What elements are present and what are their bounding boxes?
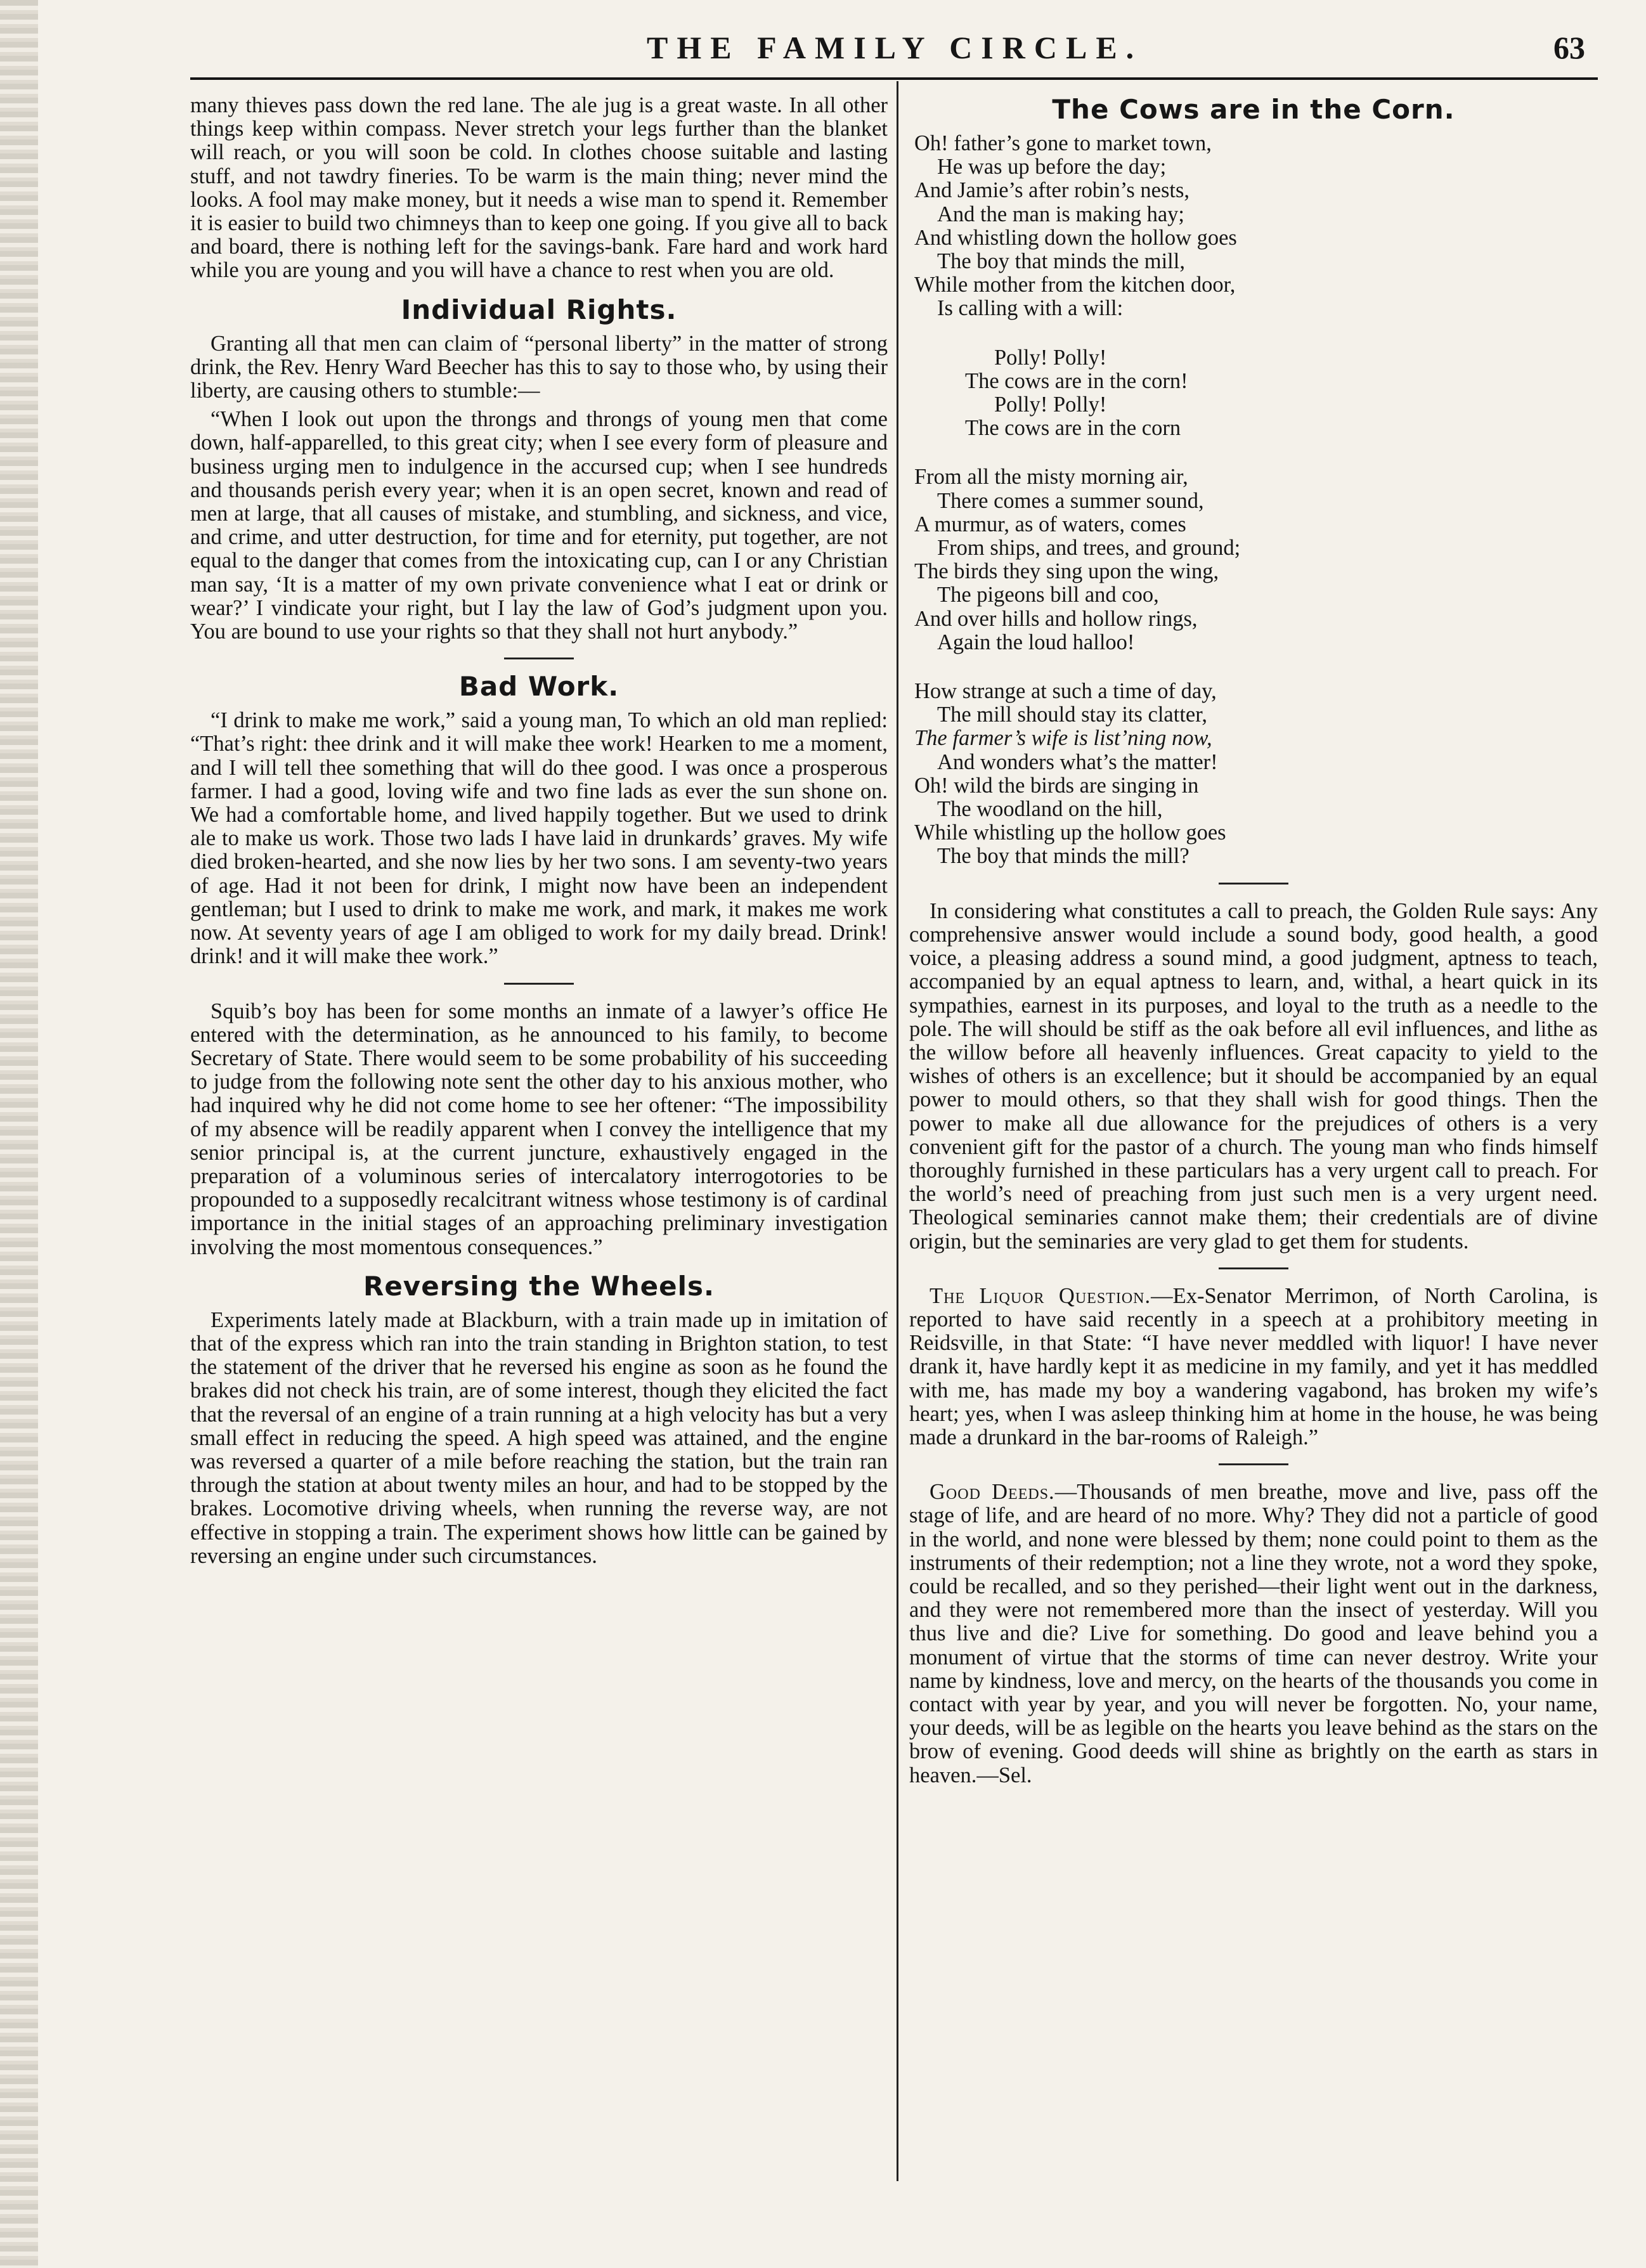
- column-divider: [897, 81, 898, 2181]
- poem-line: While mother from the kitchen door,: [914, 273, 1236, 297]
- page-number: 63: [1553, 30, 1585, 65]
- poem-line: From ships, and trees, and ground;: [937, 536, 1241, 561]
- poem-line: The cows are in the corn: [965, 416, 1181, 441]
- squib-p1: Squib’s boy has been for some months an inmate of a lawyer’s office He entered with the determination, as he announced to his family, to become Secretary of State. There would seem to be some probability of his succeeding to judge from the following note sent the other day to his anxious mother, who had inquired why he did not come home to see her oftener: “The impossibility of my absence will be readily apparent when I convey the intelligence that my senior principal is, at the current juncture, exhaustively engaged in the preparation of a voluminous series of intercalatory interrogotories to be propounded to a supposedly recalcitrant witness whose testimony is of cardinal importance in the initial stages of an approaching preliminary investigation involving the most momentous consequences.”: [190, 999, 888, 1259]
- individual-rights-p1: Granting all that men can claim of “personal liberty” in the matter of strong drink, the Rev. Henry Ward Beecher has this to say to those who, by using their liberty, are causing others to stumble:—: [190, 331, 888, 403]
- heading-bad-work: Bad Work.: [458, 671, 619, 703]
- poem-line: He was up before the day;: [937, 155, 1167, 179]
- heading-individual-rights: Individual Rights.: [401, 294, 677, 325]
- section-separator: [1219, 883, 1288, 885]
- liquor-question-lead: The Liquor Question.: [930, 1283, 1151, 1308]
- good-deeds-paragraph: [909, 1481, 1598, 1787]
- poem-line: Is calling with a will:: [937, 296, 1124, 321]
- heading-reversing-wheels: Reversing the Wheels.: [363, 1270, 715, 1302]
- poem-chorus: [914, 346, 1598, 441]
- heading-cows-in-corn: The Cows are in the Corn.: [1052, 94, 1455, 125]
- poem-line: Polly! Polly!: [994, 392, 1107, 417]
- poem-stanza-2: [914, 465, 1598, 654]
- right-column: [909, 94, 1598, 2205]
- reversing-p1: Experiments lately made at Blackburn, with a train made up in imitation of that of the express which ran into the train standing in Brighton station, to test the statement of the driver that he reversed his engine as soon as he found the brakes did not check his train, are of some interest, though they elicited the fact that the reversal of an engine of a train running at a high velocity has but a very small effect in reducing the speed. A high speed was attained, and the engine was reversed a quarter of a mile before reaching the station, but the train ran through the station at about twenty miles an hour, and had to be stopped by the brakes. Locomotive driving wheels, when running the reverse way, are not effective in stopping a train. The experiment shows how little can be gained by reversing an engine under such circumstances.: [190, 1307, 888, 1568]
- poem-stanza-1: [914, 132, 1598, 321]
- header-rule: [190, 77, 1598, 80]
- poem-line: The boy that minds the mill?: [937, 844, 1189, 869]
- call-to-preach-p1: In considering what constitutes a call to preach, the Golden Rule says: Any comprehensive answer would include a sound body, good health, a good voice, a pleasing address a sound mind, a good judgment, aptness to teach, accompanied by an equal aptness to learn, and, withal, a heart quick in its sympathies, earnest in its purposes, and loyal to the truth as a needle to the pole. The will should be stiff as the oak before all evil influences, and lithe as the willow before all heavenly influences. Great capacity to yield to the wishes of others is an excellence; but it should be accompanied by an equal power to mould others, so that they shall wish for good things. Then the power to make all due allowance for the prejudices of others is a very convenient gift for the pastor of a church. The young man who finds himself thoroughly furnished in these particulars has a very urgent call to preach. For the world’s need of preaching from just such men is a very urgent need. Theological seminaries cannot make them; their credentials are of divine origin, but the seminaries are very glad to get them for students.: [909, 898, 1598, 1254]
- poem-line: Oh! wild the birds are singing in: [914, 773, 1199, 798]
- poem-line: The pigeons bill and coo,: [937, 583, 1159, 607]
- left-column: [190, 94, 888, 2205]
- individual-rights-p2: “When I look out upon the throngs and throngs of young men that come down, half-apparelled, to this great city; when I see every form of pleasure and business urging men to indulgence in the accursed cup; when I see hundreds and thousands perish every year; when it is an open secret, known and read of men at large, that all causes of mistake, and stumbling, and sickness, and vice, and crime, and utter destruction, for time and for eternity, put together, are not equal to the danger that comes from the intoxicating cup, can I or any Christian man say, ‘It is a matter of my own private convenience what I eat or drink or wear?’ I vindicate your right, but I lay the law of God’s judgment upon you. You are bound to use your rights so that they shall not hurt anybody.”: [190, 407, 888, 644]
- poem-line: While whistling up the hollow goes: [914, 820, 1226, 845]
- poem-stanza-3: [914, 680, 1598, 869]
- section-separator: [504, 658, 574, 659]
- poem-line: The mill should stay its clatter,: [937, 703, 1207, 727]
- poem-line: A murmur, as of waters, comes: [914, 512, 1186, 536]
- poem-line: And Jamie’s after robin’s nests,: [914, 178, 1190, 203]
- poem-line: And whistling down the hollow goes: [914, 225, 1237, 250]
- poem-line: The boy that minds the mill,: [937, 249, 1185, 274]
- poem-line: There comes a summer sound,: [937, 488, 1204, 513]
- poem-line: And wonders what’s the matter!: [937, 749, 1218, 774]
- section-separator: [1219, 1463, 1288, 1465]
- poem-line: The cows are in the corn!: [965, 368, 1188, 393]
- poem-line: The farmer’s wife is list’ning now,: [914, 726, 1212, 751]
- page-header: [190, 24, 1598, 75]
- liquor-question-paragraph: [909, 1285, 1598, 1449]
- poem-line: From all the misty morning air,: [914, 465, 1188, 489]
- section-separator: [504, 983, 574, 985]
- poem-line: And over hills and hollow rings,: [914, 606, 1198, 631]
- poem-line: And the man is making hay;: [937, 202, 1184, 226]
- poem-line: The woodland on the hill,: [937, 797, 1163, 822]
- poem-line: The birds they sing upon the wing,: [914, 559, 1219, 584]
- running-title: THE FAMILY CIRCLE.: [647, 30, 1143, 65]
- page-binding-edge: [0, 0, 38, 2268]
- liquor-question-body: —Ex-Senator Merrimon, of North Carolina, is reported to have said recently in a speech at a prohibitory meeting in Reidsville, in that State: “I have never meddled with liquor! I have never drank it, have hardly kept it as medicine in my family, and yet it has meddled with me, has made my boy a wandering vagabond, has broken my wife’s heart; yes, when I was asleep thinking him at home in the house, he was being made a drunkard in the bar-rooms of Raleigh.”: [909, 1283, 1598, 1449]
- poem-line: Again the loud halloo!: [937, 630, 1135, 654]
- poem-line: How strange at such a time of day,: [914, 679, 1217, 704]
- bad-work-p1: “I drink to make me work,” said a young man, To which an old man replied: “That’s right: thee drink and it will make thee work! Hearken to me a moment, and I will tell thee something that will do thee good. I was once a prosperous farmer. I had a good, loving wife and two fine lads as ever the sun shone on. We had a comfortable home, and lived happily together. But we used to drink ale to make us work. Those two lads I have laid in drunkards’ graves. My wife died broken-hearted, and she now lies by her two sons. I am seventy-two years of age. Had it not been for drink, I might now have been an independent gentleman; but I used to drink to make me work, and mark, it makes me work now. At seventy years of age I am obliged to work for my daily bread. Drink! drink! and it will make thee work.”: [190, 708, 888, 969]
- intro-paragraph: many thieves pass down the red lane. The ale jug is a great waste. In all other things keep within compass. Never stretch your legs further than the blanket will reach, or you will soon be cold. In clothes choose suitable and lasting stuff, and not tawdry fineries. To be warm is the main thing; never mind the looks. A fool may make money, but it needs a wise man to spend it. Remember it is easier to build two chimneys than to keep one going. If you give all to back and board, there is nothing left for the savings-bank. Fare hard and work hard while you are young and you will have a chance to rest when you are old.: [190, 94, 888, 283]
- poem-line: Oh! father’s gone to market town,: [914, 131, 1212, 155]
- good-deeds-body: —Thousands of men breathe, move and live, pass off the stage of life, and are heard of no more. Why? They did not a particle of good in the world, and none were blessed by them; none could point to them as the instruments of their redemption; not a line they wrote, not a word they spoke, could be recalled, and so they perished—their light went out in the darkness, and they were not remembered more than the insect of yesterday. Will you thus live and die? Live for something. Do good and leave behind you a monument of virtue that the storms of time can never destroy. Write your name by kindness, love and mercy, on the hearts of the thousands you come in contact with year by year, and you will never be forgotten. No, your name, your deeds, will be as legible on the hearts you leave behind as the stars on the brow of evening. Good deeds will shine as brightly on the earth as stars in heaven.—Sel.: [909, 1480, 1598, 1787]
- section-separator: [1219, 1267, 1288, 1269]
- poem-line: Polly! Polly!: [994, 345, 1107, 370]
- good-deeds-lead: Good Deeds.: [930, 1480, 1055, 1505]
